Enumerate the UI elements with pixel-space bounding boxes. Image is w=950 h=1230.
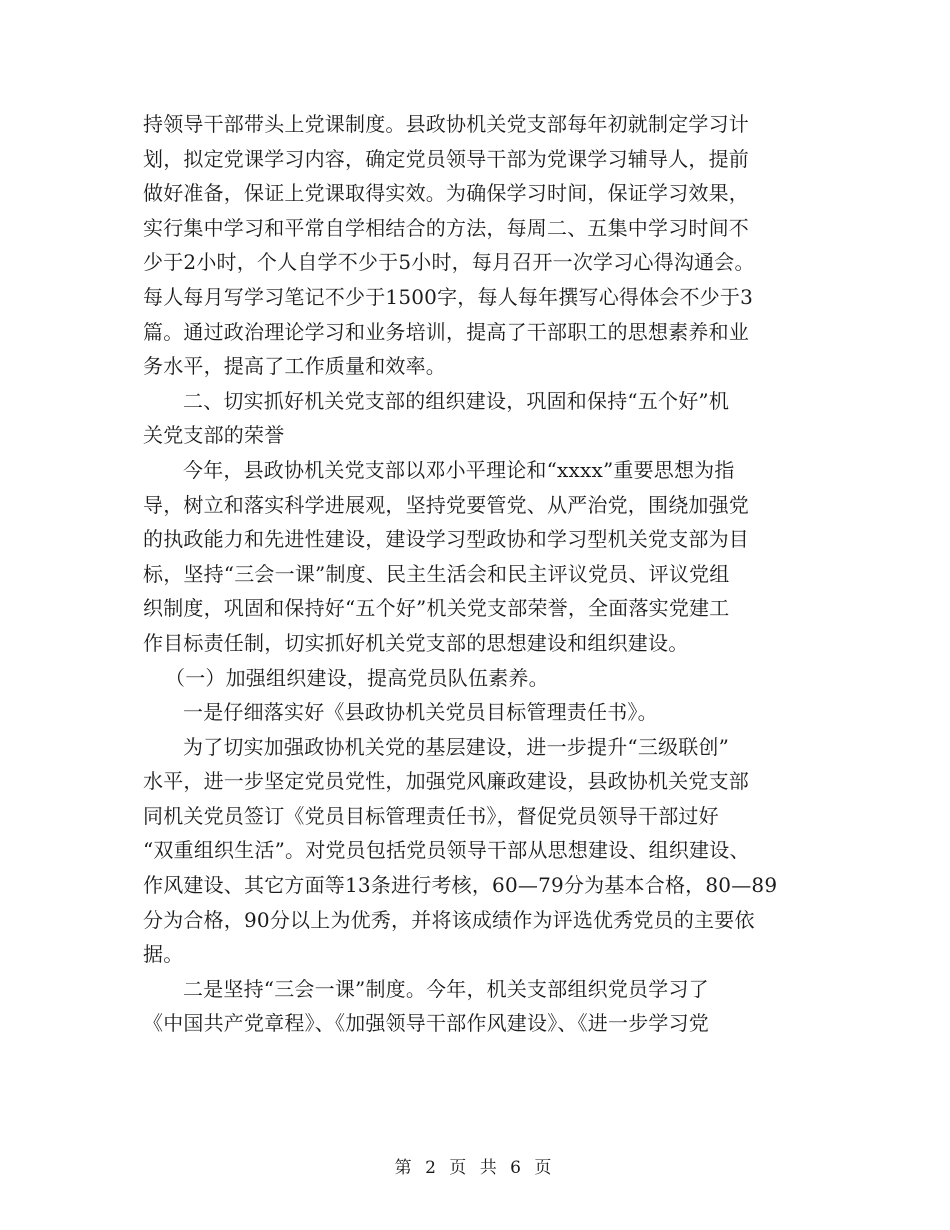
- paragraph-line: 据。: [143, 942, 184, 967]
- paragraph-line: 为了切实加强政协机关党的基层建设，进一步提升“三级联创”: [183, 734, 730, 759]
- paragraph-line: 的执政能力和先进性建设，建设学习型政协和学习型机关党支部为目: [143, 527, 749, 552]
- paragraph-line: 少于2小时，个人自学不少于5小时，每月召开一次学习心得沟通会。: [143, 250, 755, 275]
- paragraph-line: 《中国共产党章程》、《加强领导干部作风建设》、《进一步学习党: [143, 1011, 709, 1036]
- paragraph-line: 作目标责任制，切实抓好机关党支部的思想建设和组织建设。: [143, 630, 689, 655]
- paragraph-line: 二是坚持“三会一课”制度。今年，机关支部组织党员学习了: [183, 976, 709, 1001]
- section-heading-line: 二、切实抓好机关党支部的组织建设，巩固和保持“五个好”机: [183, 388, 730, 413]
- document-body: [143, 107, 803, 1041]
- paragraph-line: 篇。通过政治理论学习和业务培训，提高了干部职工的思想素养和业: [143, 319, 749, 344]
- section-heading-line: 关党支部的荣誉: [143, 423, 285, 448]
- paragraph-line: 实行集中学习和平常自学相结合的方法，每周二、五集中学习时间不: [143, 215, 749, 240]
- paragraph-line: 标，坚持“三会一课”制度、民主生活会和民主评议党员、评议党组: [143, 561, 730, 586]
- paragraph-line: 导，树立和落实科学进展观，坚持党要管党、从严治党，围绕加强党: [143, 492, 749, 517]
- paragraph-line: 同机关党员签订《党员目标管理责任书》，督促党员领导干部过好: [143, 803, 719, 828]
- page-number-footer: 第 2 页 共 6 页: [394, 1158, 556, 1178]
- paragraph-line: 划，拟定党课学习内容，确定党员领导干部为党课学习辅导人，提前: [143, 146, 749, 171]
- paragraph-line: 务水平，提高了工作质量和效率。: [143, 354, 446, 379]
- paragraph-line: 水平，进一步坚定党员党性，加强党风廉政建设，县政协机关党支部: [143, 769, 749, 794]
- paragraph-line: 作风建设、其它方面等13条进行考核，60—79分为基本合格，80—89: [143, 873, 778, 898]
- paragraph-line: 一是仔细落实好《县政协机关党员目标管理责任书》。: [183, 700, 658, 725]
- paragraph-line: 每人每月写学习笔记不少于1500字，每人每年撰写心得体会不少于3: [143, 284, 754, 309]
- paragraph-line: 持领导干部带头上党课制度。县政协机关党支部每年初就制定学习计: [143, 112, 749, 136]
- paragraph-line: 分为合格，90分以上为优秀，并将该成绩作为评选优秀党员的主要依: [143, 907, 755, 932]
- paragraph-line: “双重组织生活”。对党员包括党员领导干部从思想建设、组织建设、: [143, 838, 750, 863]
- paragraph-line: 做好准备，保证上党课取得实效。为确保学习时间，保证学习效果，: [143, 181, 749, 206]
- paragraph-line: 织制度，巩固和保持好“五个好”机关党支部荣誉，全面落实党建工: [143, 596, 730, 621]
- paragraph-line: 今年，县政协机关党支部以邓小平理论和“xxxx”重要思想为指: [183, 457, 735, 482]
- subsection-heading-line: （一）加强组织建设，提高党员队伍素养。: [165, 665, 549, 690]
